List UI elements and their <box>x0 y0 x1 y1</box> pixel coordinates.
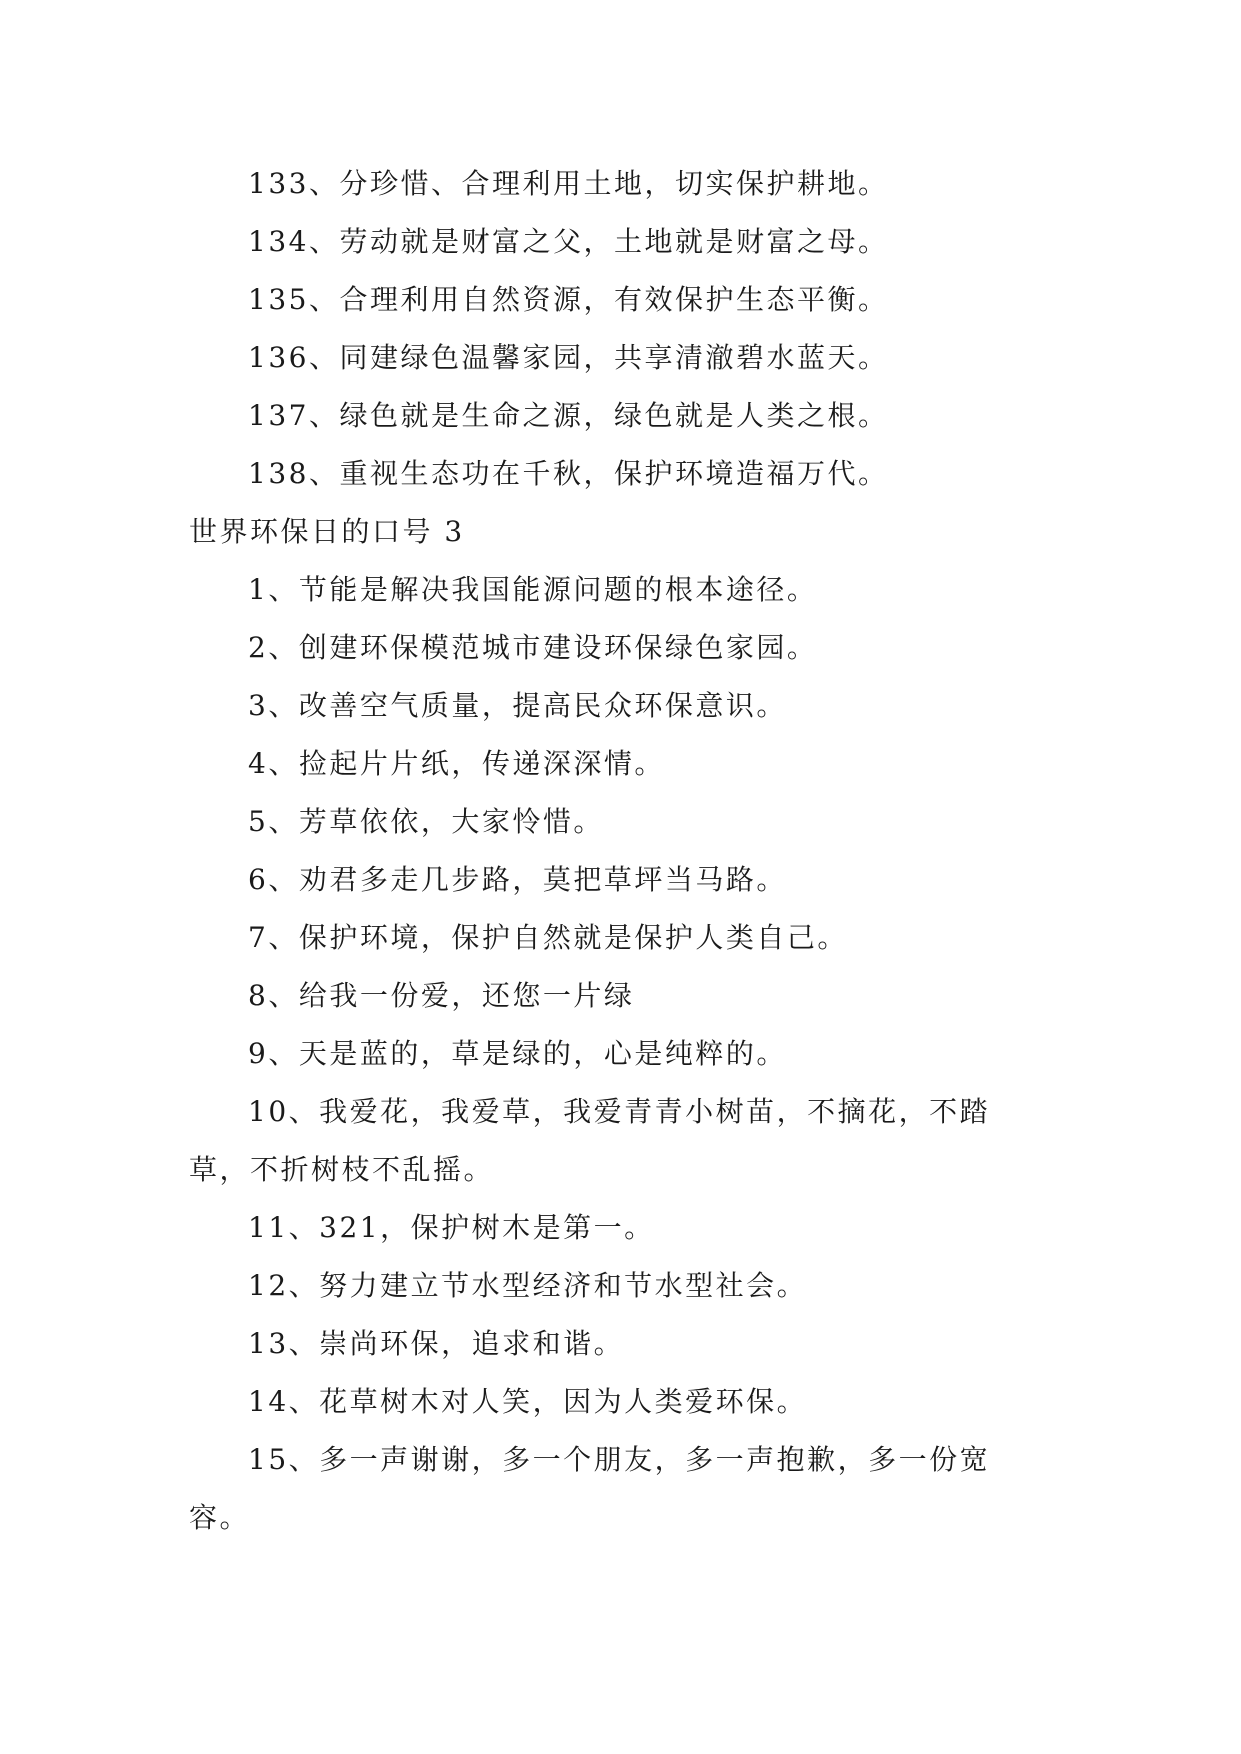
slogan-line-133: 133、分珍惜、合理利用土地，切实保护耕地。 <box>248 167 889 200</box>
slogan-line-15-first: 15、多一声谢谢，多一个朋友，多一声抱歉，多一份宽 <box>248 1443 991 1476</box>
slogan-line-1: 1、节能是解决我国能源问题的根本途径。 <box>248 573 818 606</box>
slogan-line-10-first: 10、我爱花，我爱草，我爱青青小树苗，不摘花，不踏 <box>248 1095 991 1128</box>
slogan-line-15-rest: 容。 <box>189 1501 251 1534</box>
slogan-line-5: 5、芳草依依，大家怜惜。 <box>248 805 604 838</box>
slogan-line-9: 9、天是蓝的，草是绿的，心是纯粹的。 <box>248 1037 787 1070</box>
slogan-line-134: 134、劳动就是财富之父，土地就是财富之母。 <box>248 225 889 258</box>
slogan-line-136: 136、同建绿色温馨家园，共享清澈碧水蓝天。 <box>248 341 889 374</box>
slogan-line-14: 14、花草树木对人笑，因为人类爱环保。 <box>248 1385 808 1418</box>
slogan-line-7: 7、保护环境，保护自然就是保护人类自己。 <box>248 921 848 954</box>
slogan-line-137: 137、绿色就是生命之源，绿色就是人类之根。 <box>248 399 889 432</box>
section-heading: 世界环保日的口号 3 <box>189 515 465 548</box>
slogan-line-13: 13、崇尚环保，追求和谐。 <box>248 1327 625 1360</box>
slogan-line-4: 4、捡起片片纸，传递深深情。 <box>248 747 665 780</box>
slogan-line-12: 12、努力建立节水型经济和节水型社会。 <box>248 1269 808 1302</box>
slogan-line-6: 6、劝君多走几步路，莫把草坪当马路。 <box>248 863 787 896</box>
document-body <box>189 155 1051 1547</box>
slogan-line-11: 11、321，保护树木是第一。 <box>248 1211 655 1244</box>
slogan-line-3: 3、改善空气质量，提高民众环保意识。 <box>248 689 787 722</box>
slogan-line-10-rest: 草，不折树枝不乱摇。 <box>189 1153 495 1186</box>
slogan-paragraph-15 <box>189 1431 1051 1547</box>
slogan-line-2: 2、创建环保模范城市建设环保绿色家园。 <box>248 631 818 664</box>
slogan-line-8: 8、给我一份爱，还您一片绿 <box>248 979 635 1012</box>
slogan-line-138: 138、重视生态功在千秋，保护环境造福万代。 <box>248 457 889 490</box>
slogan-paragraph-10 <box>189 1083 1051 1199</box>
slogan-line-135: 135、合理利用自然资源，有效保护生态平衡。 <box>248 283 889 316</box>
